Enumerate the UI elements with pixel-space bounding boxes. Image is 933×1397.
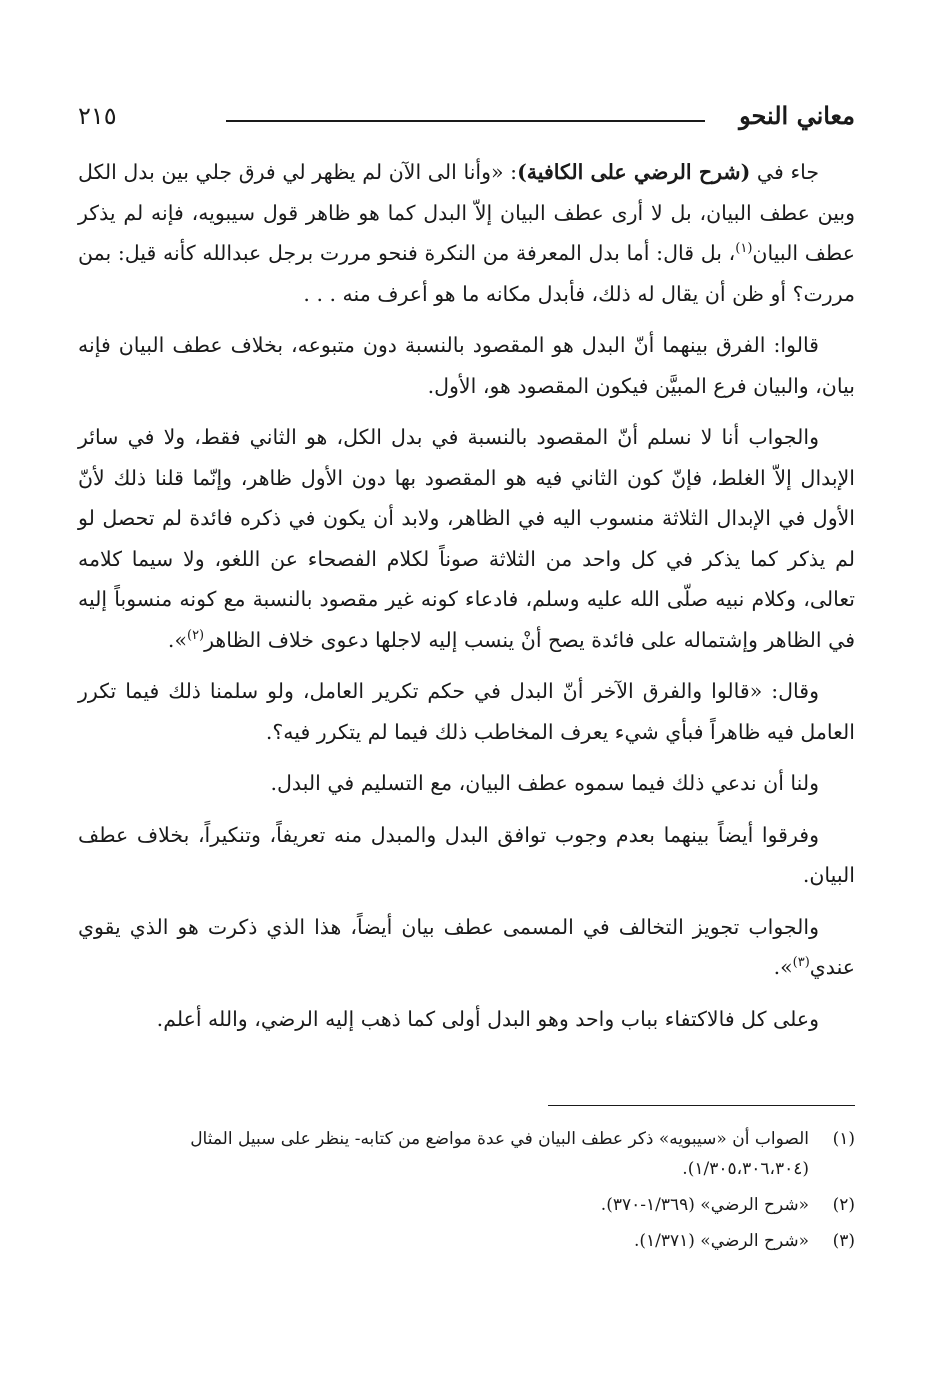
- header-rule: [226, 120, 705, 122]
- paragraph-5: ولنا أن ندعي ذلك فيما سموه عطف البيان، مع التسليم في البدل.: [270, 771, 819, 795]
- footnote-2: [78, 1190, 855, 1220]
- footnotes: [78, 1124, 855, 1262]
- body-text: [78, 152, 855, 1050]
- paragraph-4: وقال: «قالوا والفرق الآخر أنّ البدل في حكم تكرير العامل، ولو سلمنا ذلك فيما تكرر العامل فيه ظاهراً فبأي شيء يعرف المخاطب ذلك فيما لم يتكرر فيه؟.: [78, 679, 855, 744]
- footnote-text: «شرح الرضي» (١/٣٦٩-٣٧٠).: [600, 1195, 809, 1215]
- footnote-number: (١): [832, 1129, 855, 1149]
- paragraph-7: والجواب تجويز التخالف في المسمى عطف بيان أيضاً، هذا الذي ذكرت هو الذي يقوي عندي$^{(٣)}$».: [78, 914, 855, 979]
- footnote-text: «شرح الرضي» (١/٣٧١).: [633, 1231, 809, 1251]
- paragraph-3: والجواب أنا لا نسلم أنّ المقصود بالنسبة في بدل الكل، هو الثاني فقط، ولا في سائر الإبدال إلاّ الغلط، فإنّ كون الثاني فيه هو المقصود بها دون الأول ظاهر، وإنّما قلنا ذلك لأنّ الأول في الإبدال الثلاثة منسوب اليه في الظاهر، ولابد أن يكون في ذكره فائدة لم تحصل لو لم يذكر كما يذكر في كل واحد من الثلاثة صوناً لكلام الفصحاء عن اللغو، ولا سيما كلامه تعالى، وكلام نبيه صلّى الله عليه وسلم، فادعاء كونه غير مقصود بالنسبة مع كونه منسوباً إليه في الظاهر وإشتماله على فائدة يصح أنْ ينسب إليه لاجلها دعوى خلاف الظاهر$^{(٢)}$».: [78, 425, 855, 652]
- footnote-1: [78, 1124, 855, 1184]
- footnote-ref-3[interactable]: (٣): [792, 955, 810, 971]
- paragraph-2: قالوا: الفرق بينهما أنّ البدل هو المقصود بالنسبة دون متبوعه، بخلاف عطف البيان فإنه بيان، والبيان فرع المبيَّن فيكون المقصود هو، الأول.: [78, 333, 855, 398]
- footnote-ref-2[interactable]: (٢): [186, 627, 205, 643]
- footnote-rule: [548, 1105, 855, 1106]
- footnote-3: [78, 1226, 855, 1256]
- running-title: معاني النحو: [739, 101, 855, 130]
- footnote-number: (٢): [832, 1195, 855, 1215]
- paragraph-6: وفرقوا أيضاً بينهما بعدم وجوب توافق البدل والمبدل منه تعريفاً، وتنكيراً، بخلاف عطف البيان.: [78, 822, 855, 887]
- footnote-ref-1[interactable]: (١): [735, 241, 753, 257]
- book-title: (شرح الرضي على الكافية): [517, 160, 751, 184]
- footnote-text: الصواب أن «سيبويه» ذكر عطف البيان في عدة مواضع من كتابه- ينظر على سبيل المثال (١/٣٠٥،٣٠٦،٣٠٤).: [190, 1129, 809, 1179]
- page-number: ٢١٥: [78, 102, 117, 130]
- footnote-number: (٣): [832, 1231, 855, 1251]
- paragraph-1: جاء في (شرح الرضي على الكافية): «وأنا الى الآن لم يظهر لي فرق جلي بين بدل الكل وبين عطف البيان، بل لا أرى عطف البيان إلاّ البدل كما هو ظاهر قول سيبويه، فإنه لم يذكر عطف البيان$^{(١)}$، بل قال: أما بدل المعرفة من النكرة فنحو مررت برجل عبدالله كأنه قيل: بمن مررت؟ أو ظن أن يقال له ذلك، فأبدل مكانه ما هو أعرف منه . . .: [78, 160, 855, 306]
- paragraph-8: وعلى كل فالاكتفاء بباب واحد وهو البدل أولى كما ذهب إليه الرضي، والله أعلم.: [156, 1006, 819, 1031]
- page-header: [78, 96, 855, 136]
